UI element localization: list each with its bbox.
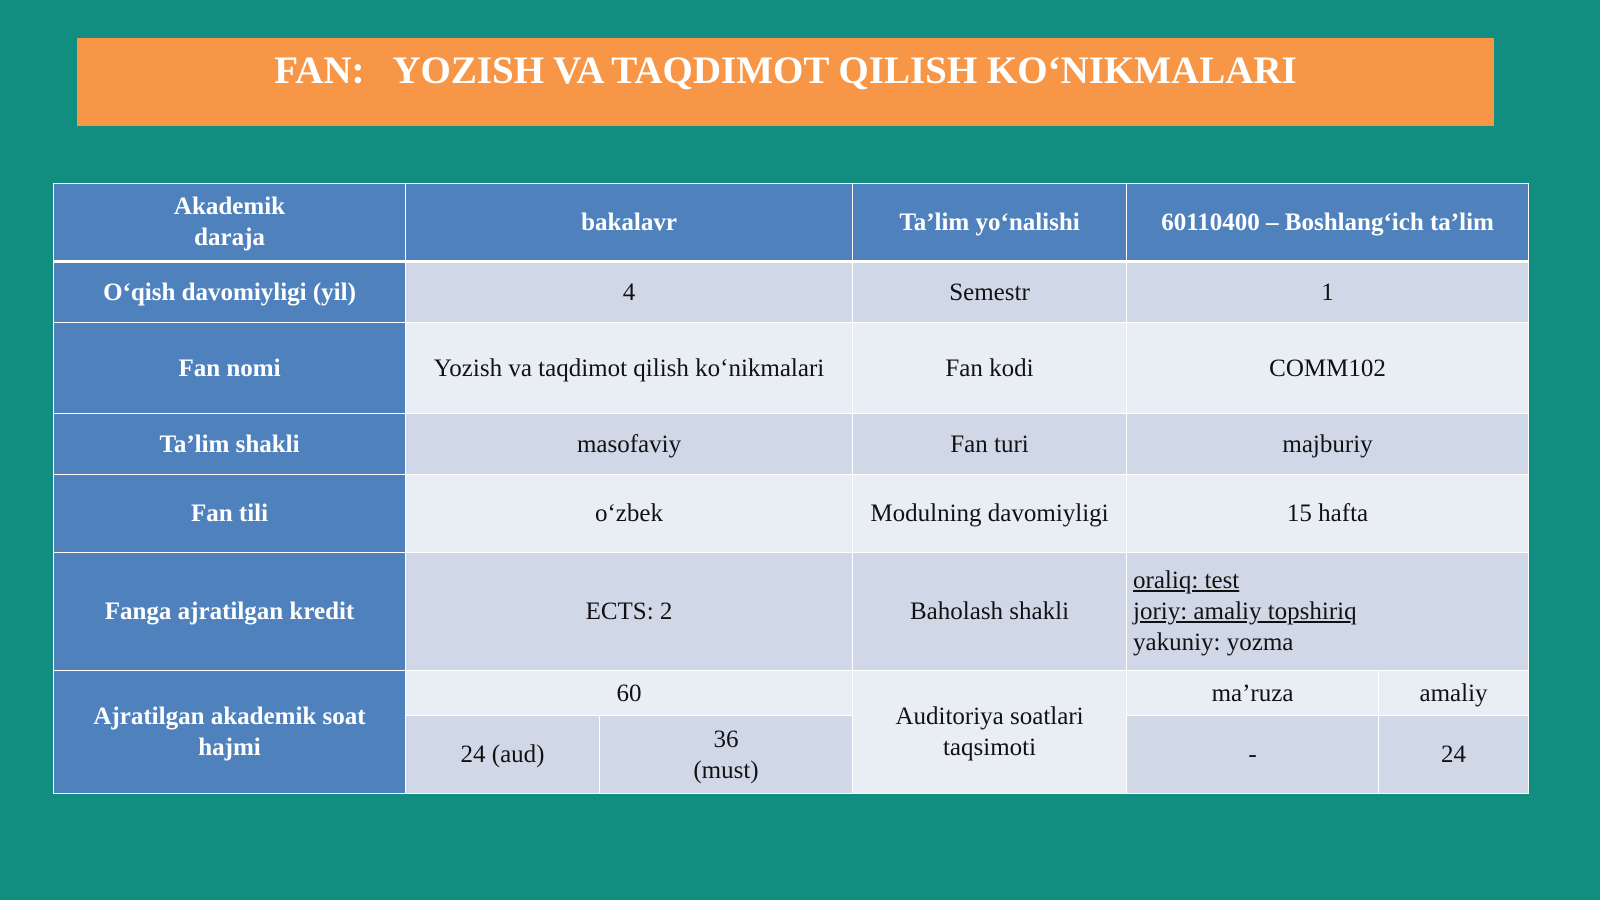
table-row-hours bbox=[54, 671, 1529, 716]
direction-value: 60110400 – Boshlang‘ich ta’lim bbox=[1127, 184, 1529, 262]
row-label-secondary: Modulning davomiyligi bbox=[853, 475, 1127, 553]
hours-must: 36 (must) bbox=[600, 716, 853, 794]
table-row-header bbox=[54, 184, 1529, 262]
course-info-table bbox=[53, 183, 1529, 794]
title-banner bbox=[77, 38, 1494, 126]
practical-value: 24 bbox=[1379, 716, 1529, 794]
title-subject: YOZISH VA TAQDIMOT QILISH KO‘NIKMALARI bbox=[392, 49, 1297, 92]
row-label-secondary: Fan kodi bbox=[853, 323, 1127, 414]
row-value-secondary: majburiy bbox=[1127, 414, 1529, 475]
table-row bbox=[54, 475, 1529, 553]
assessment-midterm: oraliq: test bbox=[1133, 567, 1240, 594]
lecture-label: ma’ruza bbox=[1127, 671, 1379, 716]
assessment-label: Baholash shakli bbox=[853, 553, 1127, 671]
row-label: Fan nomi bbox=[54, 323, 406, 414]
row-label: O‘qish davomiyligi (yil) bbox=[54, 262, 406, 323]
row-value: o‘zbek bbox=[406, 475, 853, 553]
hours-total: 60 bbox=[406, 671, 853, 716]
academic-degree-value: bakalavr bbox=[406, 184, 853, 262]
page-title bbox=[77, 44, 1494, 98]
credit-label: Fanga ajratilgan kredit bbox=[54, 553, 406, 671]
row-value-secondary: 1 bbox=[1127, 262, 1529, 323]
row-label-secondary: Semestr bbox=[853, 262, 1127, 323]
assessment-final: yakuniy: yozma bbox=[1133, 629, 1294, 656]
row-value: masofaviy bbox=[406, 414, 853, 475]
hours-label: Ajratilgan akademik soat hajmi bbox=[54, 671, 406, 794]
row-value-secondary: COMM102 bbox=[1127, 323, 1529, 414]
distribution-label: Auditoriya soatlari taqsimoti bbox=[853, 671, 1127, 794]
assessment-current: joriy: amaliy topshiriq bbox=[1133, 598, 1357, 625]
table-row bbox=[54, 262, 1529, 323]
hours-aud: 24 (aud) bbox=[406, 716, 600, 794]
row-value: 4 bbox=[406, 262, 853, 323]
row-value: Yozish va taqdimot qilish ko‘nikmalari bbox=[406, 323, 853, 414]
title-prefix: FAN: bbox=[274, 49, 365, 92]
row-label-secondary: Fan turi bbox=[853, 414, 1127, 475]
table-row bbox=[54, 414, 1529, 475]
practical-label: amaliy bbox=[1379, 671, 1529, 716]
academic-degree-label: Akademik daraja bbox=[54, 184, 406, 262]
assessment-value bbox=[1127, 553, 1529, 671]
table-row-credit bbox=[54, 553, 1529, 671]
credit-value: ECTS: 2 bbox=[406, 553, 853, 671]
row-label: Ta’lim shakli bbox=[54, 414, 406, 475]
direction-label: Ta’lim yo‘nalishi bbox=[853, 184, 1127, 262]
row-value-secondary: 15 hafta bbox=[1127, 475, 1529, 553]
lecture-value: - bbox=[1127, 716, 1379, 794]
row-label: Fan tili bbox=[54, 475, 406, 553]
table-row bbox=[54, 323, 1529, 414]
